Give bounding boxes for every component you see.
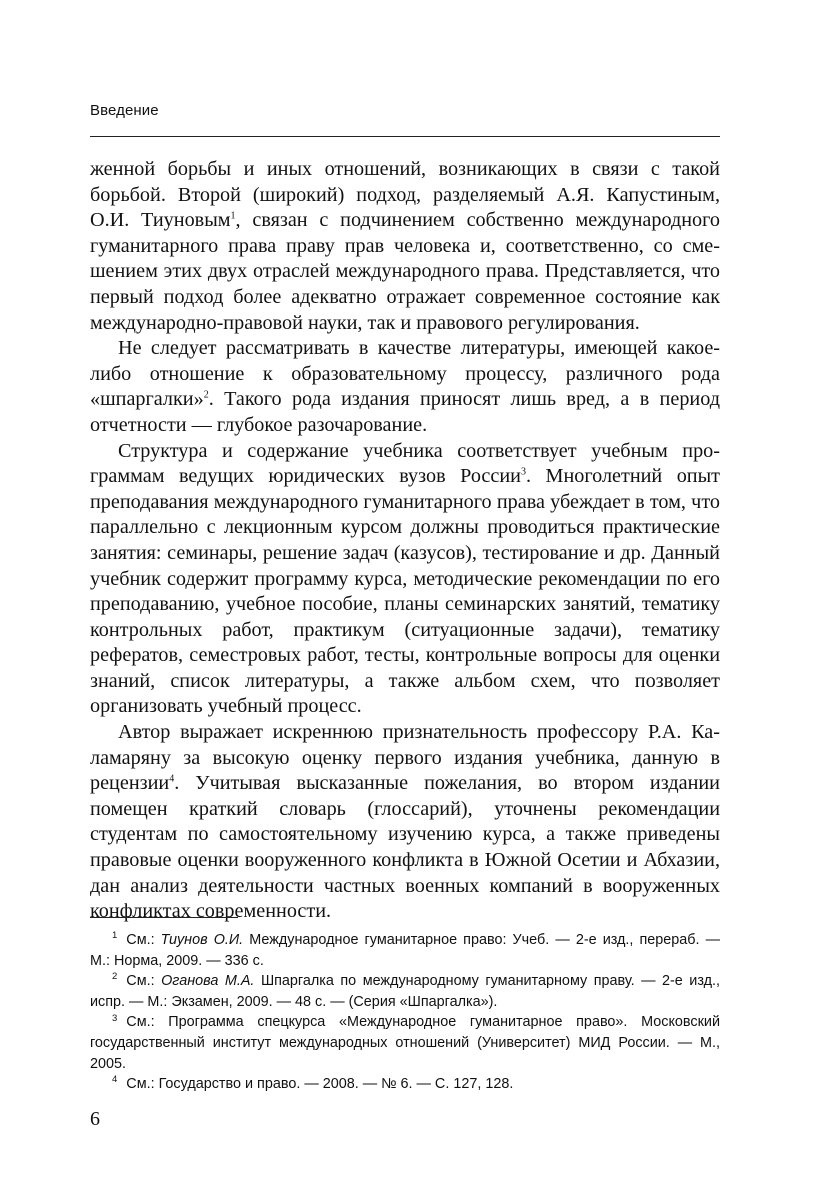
paragraph [90,720,720,925]
footnote [90,930,720,971]
footnotes [90,930,720,1095]
paragraph [90,439,720,721]
footnote-number: 1 [112,930,118,942]
paragraph-text: женной борьбы и иных отношений, возникающих в связи с такой борьбой. Второй (широкий) подход, разделяемый А.Я. Капустиным, О.И. Тиуновым [90,158,720,232]
paragraph-text: Структура и содержание учебника соответствует учебным программам ведущих юридических вузов России [90,439,720,488]
paragraph-text: Автор выражает искреннюю признательность профессору Р.А. Каламаряну за высокую оценку первого издания учебника, данную в рецензии [90,721,720,795]
footnote-text: Международное гуманитарное право: Учеб. — 2-е изд., перераб. — М.: Норма, 2009. — 336 с. [90,932,721,969]
footnote-ref: 4 [169,773,175,785]
footnote-separator [90,917,238,918]
footnote-text: См.: [126,932,161,948]
footnote-author: Оганова М.А. [161,973,255,990]
footnote-text: См.: [126,973,162,990]
footnote [90,971,720,1012]
paragraph-text: . Многолетний опыт преподавания международного гуманитарного права убеждает в том, что параллельно с лекционным курсом должны проводиться практические занятия: семинары, решение задач (казусов), тестирование и др. Данный учебник содержит программу курса, методические рекомендации по его преподаванию, учебное пособие, планы семинарских занятий, тематику контрольных работ, практикум (ситуационные задачи), тематику рефератов, семестровых работ, тесты, контрольные вопросы для оценки знаний, список литературы, а также альбом схем, что позволяет организовать учебный процесс. [90,465,720,718]
footnote-number: 2 [112,971,118,983]
footnote-number: 3 [112,1012,118,1024]
footnote-ref: 3 [520,466,526,478]
paragraph-text: . Такого рода издания приносят лишь вред, а в период отчетности — глубокое разочарование. [90,388,720,436]
paragraph [90,336,720,438]
footnote [90,1074,720,1095]
footnote-text: См.: Государство и право. — 2008. — № 6. — С. 127, 128. [126,1076,514,1093]
running-head: Введение [90,102,159,119]
paragraph-text: Не следует рассматривать в качестве литературы, имеющей какое-либо отношение к образовательному процессу, различного рода «шпаргалки» [90,337,720,411]
page-number: 6 [90,1108,100,1130]
footnote-author: Тиунов О.И. [160,932,244,948]
footnote-number: 4 [112,1074,118,1086]
footnote-ref: 1 [230,210,236,222]
paragraph-text: , связан с подчинением собственно международного гуманитарного права праву прав человека и, соответственно, со смешением этих двух отраслей международного права. Представляется, что первый подход более адекватно отражает современное состояние как международно-правовой науки, так и правового регулирования. [90,209,720,334]
footnote-text: См.: Программа спецкурса «Международное гуманитарное право». Московский государственный институт международных отношений (Университет) МИД России. — М., 2005. [90,1014,720,1072]
paragraph-text: . Учитывая высказанные пожелания, во втором издании помещен краткий словарь (глоссарий), уточнены рекомендации студентам по самостоятельному изучению курса, а также приведены правовые оценки вооруженного конфликта в Южной Осетии и Абхазии, дан анализ деятельности частных военных компаний в вооруженных конфликтах современности. [90,772,720,923]
main-text [90,157,720,925]
footnote [90,1012,720,1074]
footnote-text: Шпаргалка по международному гуманитарному праву. — 2-е изд., испр. — М.: Экзамен, 2009. — 48 с. — (Серия «Шпаргалка»). [90,973,720,1010]
header-rule [90,136,720,137]
paragraph [90,157,720,336]
footnote-ref: 2 [203,389,209,401]
